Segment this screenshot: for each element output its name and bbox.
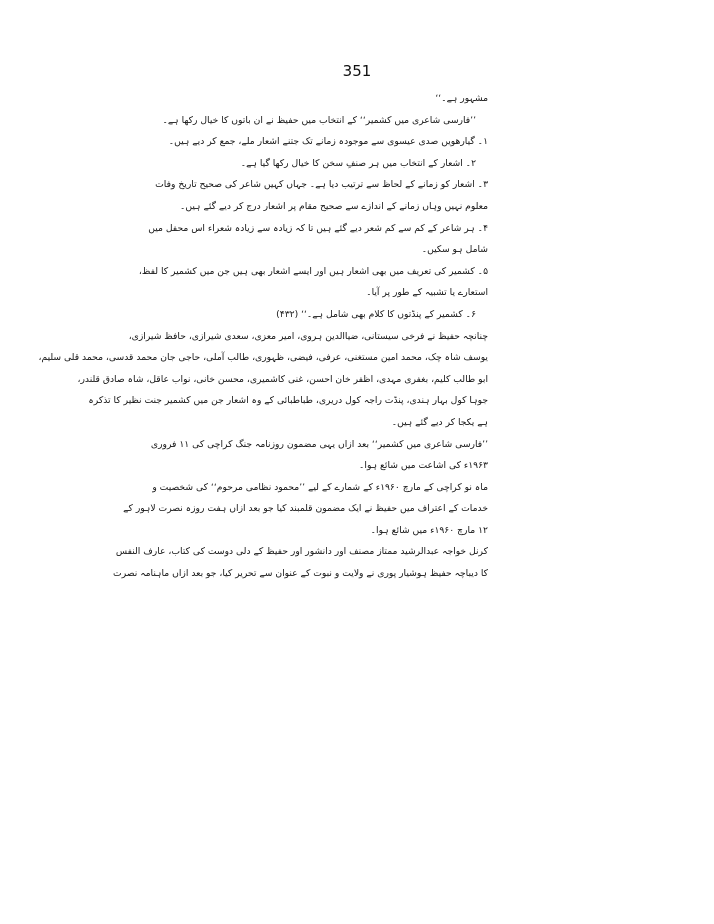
body-text xyxy=(38,88,488,585)
text-line: خدمات کے اعتراف میں حفیظ نے ایک مضمون قلمبند کیا جو بعد ازاں ہفت روزہ نصرت لاہور کے xyxy=(123,503,488,515)
text-line: معلوم نہیں وہاں زمانے کے اندازے سے صحیح مقام پر اشعار درج کر دیے گئے ہیں۔ xyxy=(180,200,488,212)
text-line: ۳۔ اشعار کو زمانے کے لحاظ سے ترتیب دیا ہے۔ جہاں کہیں شاعر کی صحیح تاریخ وفات xyxy=(155,179,488,191)
page-number: 351 xyxy=(342,62,372,80)
text-line: ہے یکجا کر دیے گئے ہیں۔ xyxy=(391,416,488,428)
text-line: ’’فارسی شاعری میں کشمیر‘‘ بعد ازاں یہی مضمون روزنامہ جنگ کراچی کی ۱۱ فروری xyxy=(150,438,488,450)
text-line: ۶۔ کشمیر کے پنڈتوں کا کلام بھی شامل ہے۔‘‘ (۴۳۲) xyxy=(276,308,476,320)
text-line: ۱۹۶۳ء کی اشاعت میں شائع ہوا۔ xyxy=(359,460,488,472)
text-line: کا دیباچہ حفیظ ہوشیار پوری نے ولایت و نبوت کے عنوان سے تحریر کیا، جو بعد ازاں ماہنامہ نصرت xyxy=(113,568,488,580)
text-line: ۲۔ اشعار کے انتخاب میں ہر صنفِ سخن کا خیال رکھا گیا ہے۔ xyxy=(240,157,476,169)
text-line: ۴۔ ہر شاعر کے کم سے کم شعر دیے گئے ہیں تا کہ زیادہ سے زیادہ شعراء اس محفل میں xyxy=(148,222,488,234)
text-line: ۵۔ کشمیر کی تعریف میں بھی اشعار ہیں اور ایسے اشعار بھی ہیں جن میں کشمیر کا لفظ، xyxy=(138,265,488,277)
text-line: مشہور ہے۔‘‘ xyxy=(435,93,488,104)
text-line: جوہا کول بہار ہندی، پنڈت راجہ کول دریری، طباطبائی کے وہ اشعار جن میں کشمیر جنت نظیر کا تذکرہ xyxy=(88,395,488,407)
text-line: ۱۔ گیارھویں صدی عیسوی سے موجودہ زمانے تک جتنے اشعار ملے، جمع کر دیے ہیں۔ xyxy=(168,136,488,148)
text-line: کرنل خواجہ عبدالرشید ممتاز مصنف اور دانشور اور حفیظ کے دلی دوست کی کتاب، عارف النفس xyxy=(115,546,488,558)
text-line: ۱۲ مارچ ۱۹۶۰ء میں شائع ہوا۔ xyxy=(370,524,488,536)
text-line: شامل ہو سکیں۔ xyxy=(421,244,488,256)
text-line: استعارے یا تشبیہ کے طور پر آیا۔ xyxy=(366,287,488,299)
text-line: چنانچہ حفیظ نے فرخی سیستانی، ضیاالدین ہروی، امیر معزی، سعدی شیرازی، حافظ شیرازی، xyxy=(128,330,488,342)
text-line: ابو طالب کلیم، بغفری مہدی، اظفر خان احسن، غنی کاشمیری، محسن خانی، نواب عاقل، شاہ صادق قلندر، xyxy=(77,373,488,385)
text-line: یوسف شاہ چک، محمد امین مستغنی، عرفی، فیضی، ظہوری، طالب آملی، حاجی جان محمد قدسی، محمد قلی سلیم، xyxy=(38,352,488,364)
text-line: ’’فارسی شاعری میں کشمیر‘‘ کے انتخاب میں حفیظ نے ان باتوں کا خیال رکھا ہے۔ xyxy=(162,114,476,126)
text-line: ماہ نو کراچی کے مارچ ۱۹۶۰ء کے شمارے کے لیے ’’محمود نظامی مرحوم‘‘ کی شخصیت و xyxy=(152,481,488,493)
